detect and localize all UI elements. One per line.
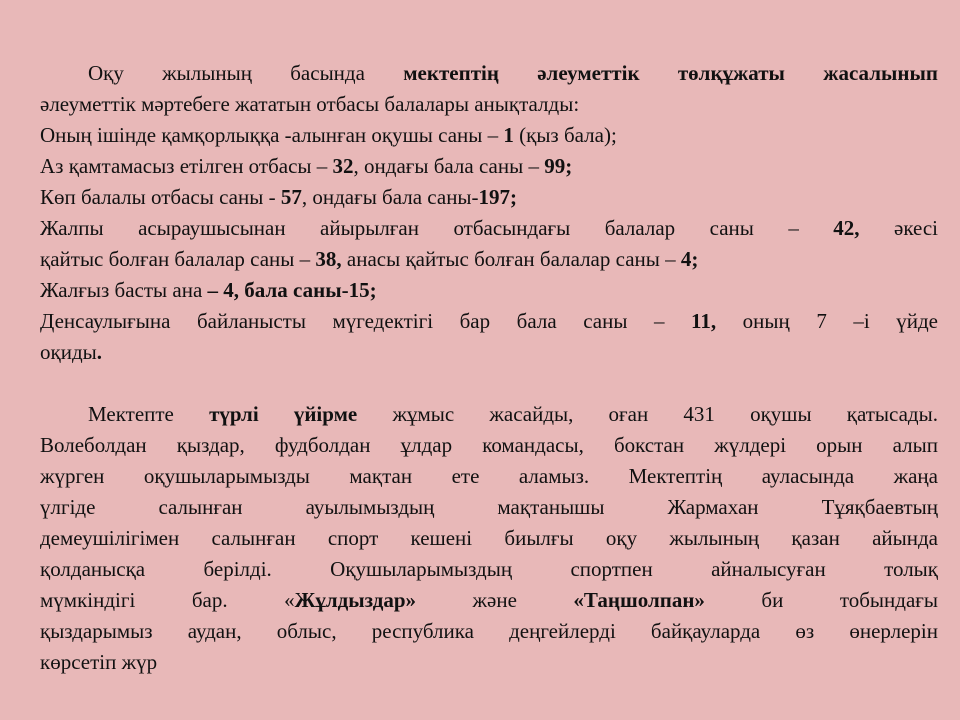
paragraph-social-passport — [40, 58, 938, 368]
p1-line-9: Денсаулығына байланысты мүгедектігі бар бала саны – 11, оның 7 –і үйде — [40, 309, 938, 333]
p1-line-10: оқиды. — [40, 340, 102, 364]
p2-line-8: қыздарымыз аудан, облыс, республика деңгейлерді байқауларда өз өнерлерін — [40, 619, 938, 643]
p1-line-6: Жалпы асыраушысынан айырылған отбасындағы балалар саны – 42, әкесі — [40, 216, 938, 240]
p2-line-2: Волеболдан қыздар, фудболдан ұлдар командасы, бокстан жүлдері орын алып — [40, 433, 938, 457]
p2-line-7: мүмкіндігі бар. «Жұлдыздар» және «Таңшолпан» би тобындағы — [40, 588, 938, 612]
p2-line-6: қолданысқа берілді. Оқушыларымыздың спортпен айналысуған толық — [40, 557, 938, 581]
p1-line-1: Оқу жылының басында мектептің әлеуметтік төлқұжаты жасалынып — [88, 61, 938, 85]
p1-line-4: Аз қамтамасыз етілген отбасы – 32, ондағы бала саны – 99; — [40, 154, 573, 178]
p1-line-3: Оның ішінде қамқорлыққа -алынған оқушы саны – 1 (қыз бала); — [40, 123, 617, 147]
p1-line-5: Көп балалы отбасы саны - 57, ондағы бала саны-197; — [40, 185, 518, 209]
paragraph-clubs-sports — [40, 399, 938, 678]
p2-line-4: үлгіде салынған ауылымыздың мақтанышы Жармахан Тұяқбаевтың — [40, 495, 938, 519]
p2-line-3: жүрген оқушыларымызды мақтан ете аламыз. Мектептің ауласында жаңа — [40, 464, 938, 488]
paragraph-gap — [40, 368, 938, 399]
p1-line-8: Жалғыз басты ана – 4, бала саны-15; — [40, 278, 377, 302]
p1-line-2: әлеуметтік мәртебеге жататын отбасы балалары анықталды: — [40, 92, 580, 116]
p2-line-1: Мектепте түрлі үйірме жұмыс жасайды, оған 431 оқушы қатысады. — [88, 402, 938, 426]
p2-line-5: демеушілігімен салынған спорт кешені биылғы оқу жылының қазан айында — [40, 526, 938, 550]
p2-line-9: көрсетіп жүр — [40, 650, 158, 674]
p1-line-7: қайтыс болған балалар саны – 38, анасы қайтыс болған балалар саны – 4; — [40, 247, 699, 271]
